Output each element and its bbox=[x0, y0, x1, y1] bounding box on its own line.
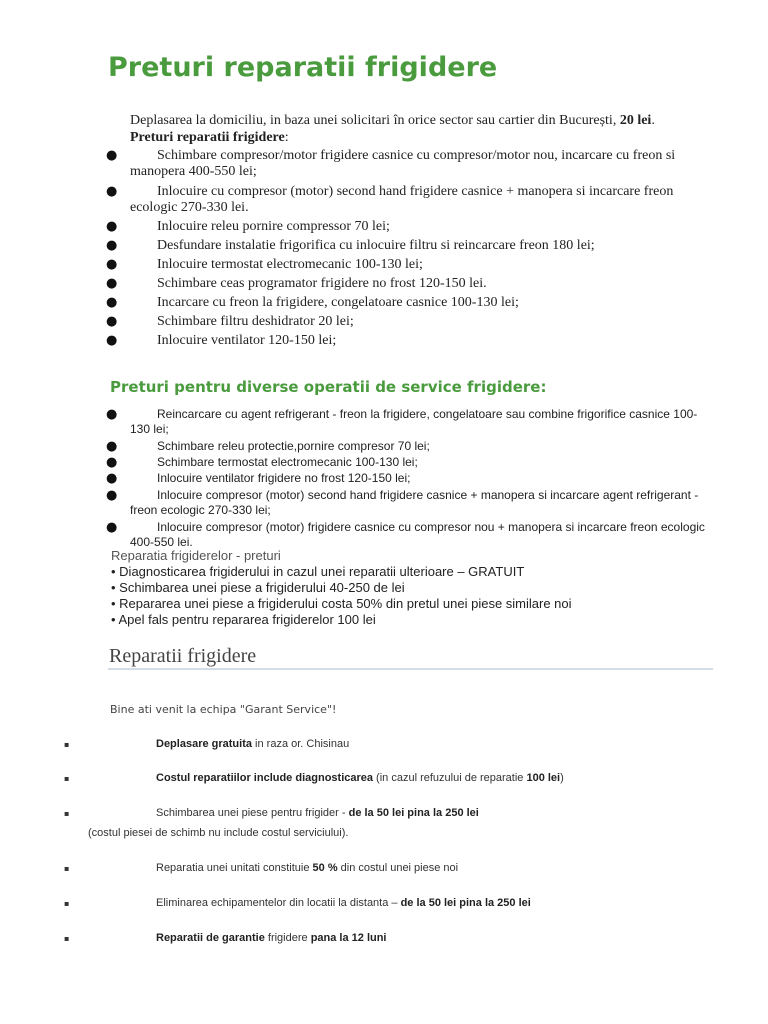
list-item: Schimbare filtru deshidrator 20 lei; bbox=[157, 314, 354, 329]
list-item: Inlocuire releu pornire compressor 70 lei; bbox=[157, 219, 390, 234]
section-3-line: • Repararea unei piese a frigiderului costa 50% din pretul unei piese similare noi bbox=[111, 596, 572, 611]
list-item: Inlocuire ventilator 120-150 lei; bbox=[157, 333, 337, 348]
list-item: Schimbare termostat electromecanic 100-130 lei; bbox=[157, 455, 418, 469]
list-item: Schimbare releu protectie,pornire compresor 70 lei; bbox=[157, 439, 430, 453]
bullet-icon: ● bbox=[106, 520, 118, 535]
bullet-icon: ● bbox=[106, 184, 118, 199]
bullet-icon: ● bbox=[106, 219, 118, 234]
service-item: Reparatii de garantie frigidere pana la 12 luni bbox=[156, 932, 387, 944]
service-item: Deplasare gratuita in raza or. Chisinau bbox=[156, 738, 350, 750]
list-item: Inlocuire compresor (motor) second hand frigidere casnice + manopera si incarcare agent refrigerant - freon ecologic 270-330 lei; bbox=[130, 488, 699, 517]
square-bullet-icon: ▪ bbox=[64, 740, 70, 749]
section-3-line: • Diagnosticarea frigiderului in cazul unei reparatii ulterioare – GRATUIT bbox=[111, 564, 525, 579]
list-item: Inlocuire ventilator frigidere no frost 120-150 lei; bbox=[157, 471, 411, 485]
intro-line-2: Preturi reparatii frigidere: bbox=[130, 130, 289, 145]
bullet-icon: ● bbox=[106, 455, 118, 470]
square-bullet-icon: ▪ bbox=[64, 899, 70, 908]
square-bullet-icon: ▪ bbox=[64, 809, 70, 818]
bullet-icon: ● bbox=[106, 407, 118, 422]
square-bullet-icon: ▪ bbox=[64, 864, 70, 873]
note-text: (costul piesei de schimb nu include costul serviciului). bbox=[88, 827, 349, 839]
list-item: Reincarcare cu agent refrigerant - freon la frigidere, congelatoare sau combine frigorifice casnice 100-130 lei; bbox=[130, 407, 698, 436]
bullet-icon: ● bbox=[106, 471, 118, 486]
list-item: Schimbare compresor/motor frigidere casnice cu compresor/motor nou, incarcare cu freon si manopera 400-550 lei; bbox=[130, 148, 676, 179]
section-4-heading: Reparatii frigidere bbox=[109, 645, 257, 667]
welcome-text: Bine ati venit la echipa "Garant Service"! bbox=[110, 703, 337, 716]
bullet-icon: ● bbox=[106, 295, 118, 310]
square-bullet-icon: ▪ bbox=[64, 934, 70, 943]
section-3-line: • Schimbarea unei piese a frigiderului 40-250 de lei bbox=[111, 580, 405, 595]
section-3-heading: Reparatia frigiderelor - preturi bbox=[111, 548, 281, 563]
list-item: Inlocuire compresor (motor) frigidere casnice cu compresor nou + manopera si incarcare freon ecologic 400-550 lei. bbox=[130, 520, 705, 549]
list-item: Inlocuire termostat electromecanic 100-130 lei; bbox=[157, 257, 423, 272]
section-2-title: Preturi pentru diverse operatii de service frigidere: bbox=[110, 378, 547, 396]
list-item: Schimbare ceas programator frigidere no frost 120-150 lei. bbox=[157, 276, 487, 291]
list-item: Inlocuire cu compresor (motor) second hand frigidere casnice + manopera si incarcare freon ecologic 270-330 lei. bbox=[130, 184, 674, 215]
heading-divider bbox=[108, 668, 713, 670]
list-item: Desfundare instalatie frigorifica cu inlocuire filtru si reincarcare freon 180 lei; bbox=[157, 238, 595, 253]
bullet-icon: ● bbox=[106, 238, 118, 253]
bullet-icon: ● bbox=[106, 257, 118, 272]
intro-line-1: Deplasarea la domiciliu, in baza unei solicitari în orice sector sau cartier din București, 20 lei. bbox=[130, 113, 655, 128]
bullet-icon: ● bbox=[106, 333, 118, 348]
bullet-icon: ● bbox=[106, 314, 118, 329]
section-3-line: • Apel fals pentru repararea frigiderelor 100 lei bbox=[111, 612, 376, 627]
square-bullet-icon: ▪ bbox=[64, 774, 70, 783]
section-3 bbox=[111, 548, 572, 628]
bullet-icon: ● bbox=[106, 276, 118, 291]
service-item: Eliminarea echipamentelor din locatii la distanta – de la 50 lei pina la 250 lei bbox=[156, 897, 531, 909]
service-item: Costul reparatiilor include diagnosticarea (in cazul refuzului de reparatie 100 lei) bbox=[156, 772, 564, 784]
intro-paragraph bbox=[130, 112, 730, 146]
list-item: Incarcare cu freon la frigidere, congelatoare casnice 100-130 lei; bbox=[157, 295, 519, 310]
bullet-icon: ● bbox=[106, 488, 118, 503]
page-title: Preturi reparatii frigidere bbox=[108, 52, 498, 83]
bullet-icon: ● bbox=[106, 439, 118, 454]
service-item: Schimbarea unei piese pentru frigider - de la 50 lei pina la 250 lei bbox=[156, 807, 479, 819]
bullet-icon: ● bbox=[106, 148, 118, 163]
service-item: Reparatia unei unitati constituie 50 % din costul unei piese noi bbox=[156, 862, 459, 874]
